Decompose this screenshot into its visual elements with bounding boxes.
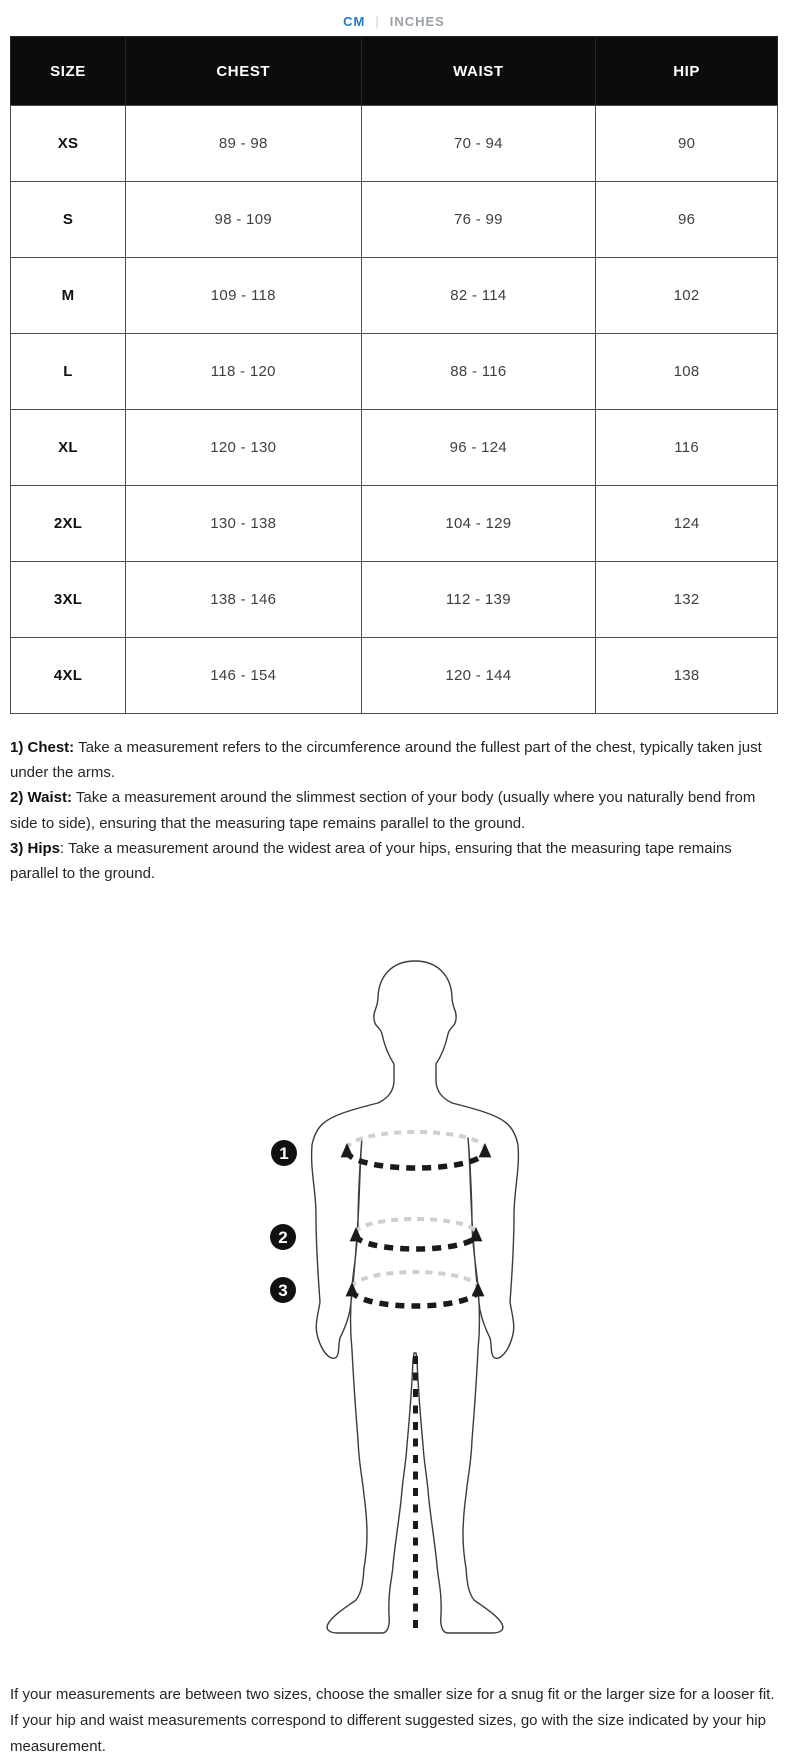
unit-tab-cm[interactable]: CM [343,14,366,29]
waist-value: 104 - 129 [361,486,596,562]
table-row [11,106,778,182]
chest-value: 89 - 98 [126,106,361,182]
instruction-chest-text: Take a measurement refers to the circumference around the fullest part of the chest, typically taken just under the arms. [10,739,762,782]
instruction-waist [10,785,778,835]
body-outline-figure [312,961,519,1633]
table-row [11,486,778,562]
hip-value: 124 [596,486,778,562]
chest-value: 120 - 130 [126,410,361,486]
size-label: XS [11,106,126,182]
instruction-waist-label: 2) Waist: [10,789,72,807]
chest-value: 146 - 154 [126,638,361,714]
table-row [11,562,778,638]
hip-value: 138 [596,638,778,714]
waist-value: 112 - 139 [361,562,596,638]
size-label: M [11,258,126,334]
chest-value: 130 - 138 [126,486,361,562]
instruction-chest-label: 1) Chest: [10,739,75,756]
table-row [11,182,778,258]
size-chart-table [10,36,778,714]
header-chest: CHEST [126,37,361,106]
chest-value: 98 - 109 [126,182,361,258]
size-label: 4XL [11,638,126,714]
size-label: L [11,334,126,410]
table-header-row [11,37,778,106]
table-row [11,258,778,334]
instruction-waist-text: Take a measurement around the slimmest section of your body (usually where you naturally bend from side to side), ensuring that the measuring tape remains parallel to the ground. [10,789,756,832]
body-diagram [0,886,788,1656]
size-label: XL [11,410,126,486]
hip-value: 96 [596,182,778,258]
waist-value: 70 - 94 [361,106,596,182]
hip-value: 90 [596,106,778,182]
table-row [11,638,778,714]
hip-marker-number: 3 [278,1281,288,1301]
instruction-hips [10,836,778,886]
hip-marker [270,1277,296,1303]
instruction-chest [10,735,778,785]
waist-value: 96 - 124 [361,410,596,486]
waist-marker-number: 2 [278,1228,288,1248]
waist-value: 76 - 99 [361,182,596,258]
size-label: 3XL [11,562,126,638]
chest-marker-number: 1 [279,1144,289,1164]
hip-value: 108 [596,334,778,410]
header-waist: WAIST [361,37,596,106]
fit-note-text: If your measurements are between two sizes, choose the smaller size for a snug fit or the larger size for a looser fit. If your hip and waist measurements correspond to different suggested sizes, go with the size indicated by your hip measurement. [10,1686,775,1755]
hip-value: 116 [596,410,778,486]
size-label: 2XL [11,486,126,562]
chest-value: 118 - 120 [126,334,361,410]
measurement-instructions [10,735,778,886]
instruction-hips-text: : Take a measurement around the widest area of your hips, ensuring that the measuring tape remains parallel to the ground. [10,839,732,882]
waist-value: 88 - 116 [361,334,596,410]
chest-value: 109 - 118 [126,258,361,334]
waist-value: 82 - 114 [361,258,596,334]
unit-toggle [0,0,788,33]
waist-value: 120 - 144 [361,638,596,714]
chest-marker [271,1140,297,1166]
chest-value: 138 - 146 [126,562,361,638]
table-row [11,410,778,486]
hip-value: 132 [596,562,778,638]
body-diagram-svg [240,950,560,1650]
header-hip: HIP [596,37,778,106]
hip-value: 102 [596,258,778,334]
waist-marker [270,1224,296,1250]
header-size: SIZE [11,37,126,106]
unit-toggle-separator: | [375,14,380,29]
table-row [11,334,778,410]
unit-tab-inches[interactable]: INCHES [389,14,445,29]
fit-note [10,1682,778,1759]
size-label: S [11,182,126,258]
instruction-hips-label: 3) Hips [10,839,61,857]
